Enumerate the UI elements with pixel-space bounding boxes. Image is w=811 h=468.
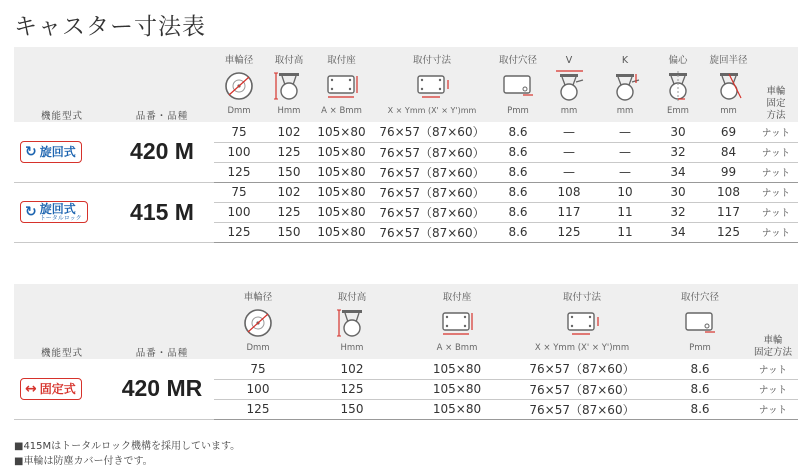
table-cell: 30 bbox=[653, 182, 703, 202]
table-cell: 105×80 bbox=[402, 379, 512, 399]
header-v: V bbox=[541, 47, 597, 66]
unit-h: Hmm bbox=[302, 342, 402, 359]
header-swivel-radius: 旋回半径 bbox=[703, 47, 754, 66]
table-cell: 108 bbox=[541, 182, 597, 202]
header-mount-dim: 取付寸法 bbox=[512, 284, 652, 303]
table-cell: 117 bbox=[541, 202, 597, 222]
table-cell: 150 bbox=[264, 162, 314, 182]
header-wheel-lock-line1: 車輪 bbox=[763, 335, 783, 346]
swivel-radius-icon bbox=[703, 66, 754, 105]
table-cell: 8.6 bbox=[652, 399, 748, 419]
table-cell: 108 bbox=[703, 182, 754, 202]
header-wheel-lock-line3: 方法 bbox=[766, 110, 786, 121]
table-cell: 125 bbox=[214, 399, 302, 419]
header-mount-height: 取付高 bbox=[302, 284, 402, 303]
table-cell: 8.6 bbox=[495, 122, 541, 142]
double-arrow-icon: ↔ bbox=[25, 380, 37, 397]
header-func-type: 機能型式 bbox=[14, 47, 110, 122]
table-cell: ナット bbox=[754, 122, 798, 142]
table-cell: — bbox=[597, 162, 653, 182]
swivel-total-lock-badge bbox=[20, 201, 88, 223]
table-cell: 105×80 bbox=[314, 142, 369, 162]
table-cell: 100 bbox=[214, 142, 264, 162]
header-mount-plate: 取付座 bbox=[402, 284, 512, 303]
unit-e: Emm bbox=[653, 105, 703, 122]
swivel-arrows-icon: ↻ bbox=[25, 204, 37, 220]
table-cell: 105×80 bbox=[314, 122, 369, 142]
wheel-diameter-icon bbox=[214, 303, 302, 342]
swivel-arrows-icon: ↻ bbox=[25, 143, 37, 160]
table-cell: — bbox=[541, 162, 597, 182]
unit-xy: X × Ymm (X' × Y')mm bbox=[369, 105, 495, 122]
type-cell bbox=[14, 182, 110, 242]
table-cell: — bbox=[597, 122, 653, 142]
model-name: 420 MR bbox=[110, 359, 214, 419]
table-cell: — bbox=[597, 142, 653, 162]
table-cell: 8.6 bbox=[652, 359, 748, 379]
table-cell: 102 bbox=[264, 182, 314, 202]
table-cell: 34 bbox=[653, 162, 703, 182]
table-cell: 75 bbox=[214, 359, 302, 379]
unit-d: Dmm bbox=[214, 105, 264, 122]
table-cell: ナット bbox=[754, 162, 798, 182]
header-func-type: 機能型式 bbox=[14, 284, 110, 359]
unit-v: mm bbox=[541, 105, 597, 122]
table-cell: 125 bbox=[541, 222, 597, 242]
unit-r: mm bbox=[703, 105, 754, 122]
unit-xy: X × Ymm (X' × Y')mm bbox=[512, 342, 652, 359]
fixed-type-label: 固定式 bbox=[39, 381, 76, 396]
table-cell: 8.6 bbox=[495, 162, 541, 182]
table-cell: 76×57（87×60） bbox=[369, 122, 495, 142]
mount-plate-icon bbox=[314, 66, 369, 105]
mount-height-icon bbox=[264, 66, 314, 105]
header-wheel-lock-line2: 固定方法 bbox=[753, 347, 792, 358]
total-lock-label: トータルロック bbox=[39, 214, 82, 222]
offset-icon bbox=[653, 66, 703, 105]
header-wheel-lock-line1: 車輪 bbox=[766, 86, 786, 97]
table-cell: 105×80 bbox=[314, 222, 369, 242]
mount-dimension-icon bbox=[369, 66, 495, 105]
table-cell: 150 bbox=[302, 399, 402, 419]
table-cell: 105×80 bbox=[314, 162, 369, 182]
table-cell: — bbox=[541, 142, 597, 162]
unit-ab: A × Bmm bbox=[314, 105, 369, 122]
header-wheel-dia: 車輪径 bbox=[214, 47, 264, 66]
caster-dimension-table-swivel bbox=[14, 47, 798, 243]
mount-height-icon bbox=[302, 303, 402, 342]
table-cell: ナット bbox=[754, 142, 798, 162]
table-cell: 105×80 bbox=[402, 399, 512, 419]
header-mount-hole: 取付穴径 bbox=[495, 47, 541, 66]
table-cell: 125 bbox=[264, 202, 314, 222]
table-cell: 102 bbox=[302, 359, 402, 379]
page-title: キャスター寸法表 bbox=[14, 14, 206, 40]
table-cell: 100 bbox=[214, 379, 302, 399]
table-cell: 8.6 bbox=[495, 222, 541, 242]
unit-ab: A × Bmm bbox=[402, 342, 512, 359]
unit-p: Pmm bbox=[652, 342, 748, 359]
table-cell: 30 bbox=[653, 122, 703, 142]
table-cell: 76×57（87×60） bbox=[369, 182, 495, 202]
table-cell: 84 bbox=[703, 142, 754, 162]
table-cell: 76×57（87×60） bbox=[512, 359, 652, 379]
table-cell: 8.6 bbox=[495, 202, 541, 222]
header-k: K bbox=[597, 47, 653, 66]
unit-k: mm bbox=[597, 105, 653, 122]
table-cell: 105×80 bbox=[402, 359, 512, 379]
table-cell: ナット bbox=[754, 222, 798, 242]
model-name: 415 M bbox=[110, 182, 214, 242]
k-dimension-icon bbox=[597, 66, 653, 105]
table-cell: 125 bbox=[214, 222, 264, 242]
table-cell: 11 bbox=[597, 222, 653, 242]
unit-d: Dmm bbox=[214, 342, 302, 359]
table-cell: 105×80 bbox=[314, 202, 369, 222]
header-mount-plate: 取付座 bbox=[314, 47, 369, 66]
table-cell: 150 bbox=[264, 222, 314, 242]
table-cell: 75 bbox=[214, 122, 264, 142]
table-cell: 8.6 bbox=[495, 182, 541, 202]
table-cell: 76×57（87×60） bbox=[369, 142, 495, 162]
table-cell: 10 bbox=[597, 182, 653, 202]
table-cell: 99 bbox=[703, 162, 754, 182]
table-cell: ナット bbox=[748, 359, 798, 379]
header-mount-height: 取付高 bbox=[264, 47, 314, 66]
table-cell: 117 bbox=[703, 202, 754, 222]
mount-hole-icon bbox=[652, 303, 748, 342]
table-cell: 105×80 bbox=[314, 182, 369, 202]
table-cell: 76×57（87×60） bbox=[512, 399, 652, 419]
table-cell: 34 bbox=[653, 222, 703, 242]
table-cell: 76×57（87×60） bbox=[512, 379, 652, 399]
v-dimension-icon bbox=[541, 66, 597, 105]
table-cell: ナット bbox=[748, 399, 798, 419]
unit-h: Hmm bbox=[264, 105, 314, 122]
header-part-no: 品番・品種 bbox=[110, 284, 214, 359]
wheel-diameter-icon bbox=[214, 66, 264, 105]
table-cell: 76×57（87×60） bbox=[369, 222, 495, 242]
table-cell: 102 bbox=[264, 122, 314, 142]
header-mount-hole: 取付穴径 bbox=[652, 284, 748, 303]
header-wheel-dia: 車輪径 bbox=[214, 284, 302, 303]
note-total-lock: ■415Mはトータルロック機構を採用しています。 bbox=[14, 441, 241, 452]
fixed-type-badge bbox=[20, 378, 82, 400]
header-offset: 偏心 bbox=[653, 47, 703, 66]
mount-dimension-icon bbox=[512, 303, 652, 342]
swivel-type-label: 旋回式 bbox=[39, 144, 76, 159]
swivel-type-badge bbox=[20, 141, 82, 163]
table-cell: 125 bbox=[264, 142, 314, 162]
header-mount-dim: 取付寸法 bbox=[369, 47, 495, 66]
table-cell: 8.6 bbox=[652, 379, 748, 399]
type-cell bbox=[14, 122, 110, 182]
model-name: 420 M bbox=[110, 122, 214, 182]
table-cell: 76×57（87×60） bbox=[369, 162, 495, 182]
mount-hole-icon bbox=[495, 66, 541, 105]
header-part-no: 品番・品種 bbox=[110, 47, 214, 122]
table-cell: 100 bbox=[214, 202, 264, 222]
note-dust-cover: ■車輪は防塵カバー付きです。 bbox=[14, 456, 153, 467]
table-cell: 125 bbox=[703, 222, 754, 242]
table-cell: ナット bbox=[754, 202, 798, 222]
table-cell: 11 bbox=[597, 202, 653, 222]
table-cell: 32 bbox=[653, 142, 703, 162]
table-cell: ナット bbox=[754, 182, 798, 202]
mount-plate-icon bbox=[402, 303, 512, 342]
table-cell: 125 bbox=[302, 379, 402, 399]
table-cell: 76×57（87×60） bbox=[369, 202, 495, 222]
caster-dimension-table-fixed bbox=[14, 284, 798, 420]
unit-p: Pmm bbox=[495, 105, 541, 122]
swivel-type-label: 旋回式 bbox=[39, 201, 76, 216]
table-cell: 32 bbox=[653, 202, 703, 222]
table-cell: 125 bbox=[214, 162, 264, 182]
table-cell: 75 bbox=[214, 182, 264, 202]
type-cell bbox=[14, 359, 110, 419]
table-cell: 8.6 bbox=[495, 142, 541, 162]
header-wheel-lock bbox=[748, 284, 798, 359]
header-wheel-lock-line2: 固定 bbox=[766, 98, 786, 109]
table-cell: ナット bbox=[748, 379, 798, 399]
table-cell: 69 bbox=[703, 122, 754, 142]
table-cell: — bbox=[541, 122, 597, 142]
header-wheel-lock bbox=[754, 47, 798, 122]
